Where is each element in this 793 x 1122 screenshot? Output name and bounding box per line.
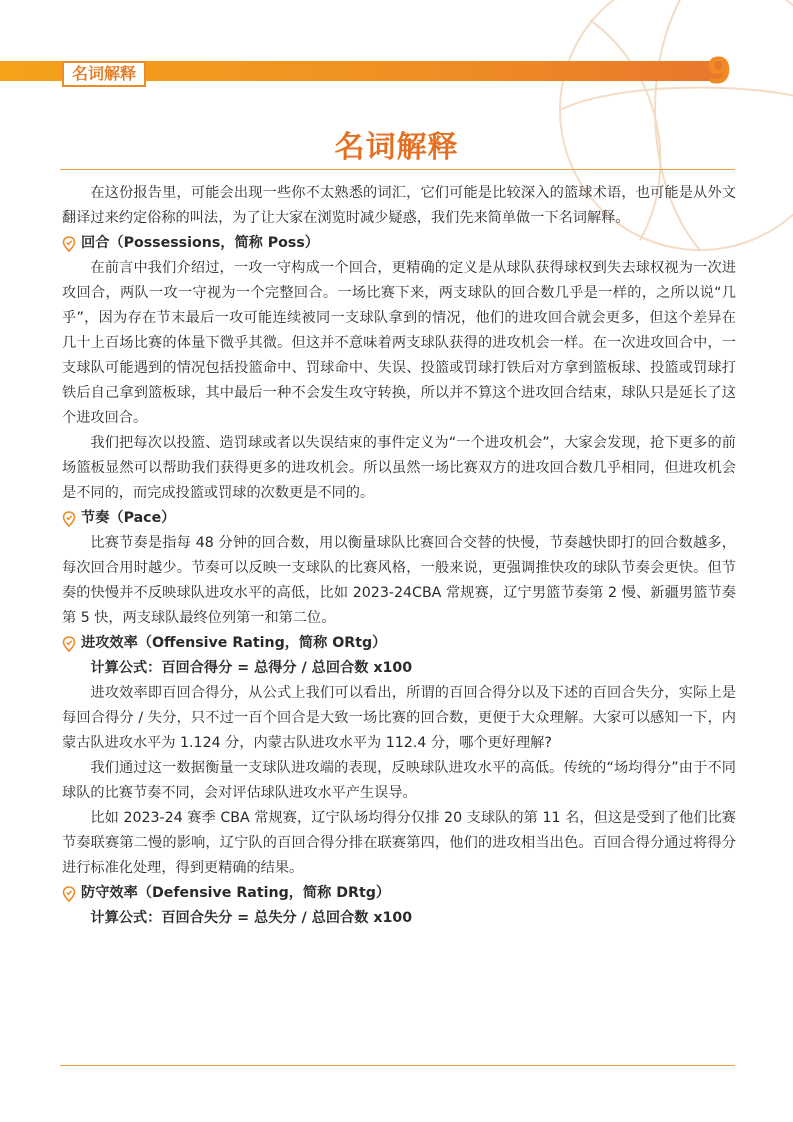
- location-pin-icon: [62, 636, 76, 652]
- section-paragraph: 我们通过这一数据衡量一支球队进攻端的表现，反映球队进攻水平的高低。传统的“场均得分”由于不同球队的比赛节奏不同，会对评估球队进攻水平产生误导。: [62, 760, 736, 801]
- section-paragraph: 进攻效率即百回合得分，从公式上我们可以看出，所谓的百回合得分以及下述的百回合失分，实际上是每回合得分 / 失分，只不过一百个回合是大致一场比赛的回合数，更便于大众理解。大家可以感知一下，内蒙古队进攻水平为 1.124 分，内蒙古队进攻水平为 112.4 分，哪个更好理解?: [62, 685, 736, 751]
- section-paragraph: 我们把每次以投篮、造罚球或者以失误结束的事件定义为“一个进攻机会”，大家会发现，抢下更多的前场篮板显然可以帮助我们获得更多的进攻机会。所以虽然一场比赛双方的进攻回合数几乎相同，但进攻机会是不同的，而完成投篮或罚球的次数更是不同的。: [62, 435, 736, 501]
- footer-divider: [60, 1065, 735, 1066]
- section-heading-text: 节奏（Pace）: [81, 510, 176, 526]
- intro-paragraph: 在这份报告里，可能会出现一些你不太熟悉的词汇，它们可能是比较深入的篮球术语，也可能是从外文翻译过来约定俗称的叫法，为了让大家在浏览时减少疑惑，我们先来简单做一下名词解释。: [62, 185, 736, 226]
- section-paragraph: 比如 2023-24 赛季 CBA 常规赛，辽宁队场均得分仅排 20 支球队的第 11 名，但这是受到了他们比赛节奏联赛第二慢的影响，辽宁队的百回合得分排在联赛第四，他们的进攻相当出色。百回合得分通过将得分进行标准化处理，得到更精确的结果。: [62, 810, 736, 876]
- section-heading-text: 防守效率（Defensive Rating，简称 DRtg）: [81, 885, 391, 901]
- section-heading-text: 进攻效率（Offensive Rating，简称 ORtg）: [81, 635, 387, 651]
- page-title: 名词解释: [334, 130, 459, 165]
- location-pin-icon: [62, 236, 76, 252]
- title-divider: [60, 169, 735, 170]
- section-heading: [62, 506, 736, 531]
- section-heading-text: 回合（Possessions，简称 Poss）: [81, 235, 319, 251]
- location-pin-icon: [62, 886, 76, 902]
- page-number: 9: [706, 51, 732, 92]
- section-paragraph: 比赛节奏是指每 48 分钟的回合数，用以衡量球队比赛回合交替的快慢，节奏越快即打的回合数越多，每次回合用时越少。节奏可以反映一支球队的比赛风格，一般来说，更强调推快攻的球队节奏会更快。但节奏的快慢并不反映球队进攻水平的高低，比如 2023-24CBA 常规赛，辽宁男篮节奏第 2 慢、新疆男篮节奏第 5 快，两支球队最终位列第一和第二位。: [62, 535, 736, 626]
- formula-text: 计算公式：百回合得分 = 总得分 / 总回合数 x100: [90, 660, 413, 676]
- section-heading: [62, 631, 736, 656]
- location-pin-icon: [62, 511, 76, 527]
- header-section-tag: 名词解释: [62, 61, 146, 87]
- formula-text: 计算公式：百回合失分 = 总失分 / 总回合数 x100: [90, 910, 413, 926]
- section-paragraph: 在前言中我们介绍过，一攻一守构成一个回合，更精确的定义是从球队获得球权到失去球权视为一次进攻回合，两队一攻一守视为一个完整回合。一场比赛下来，两支球队的回合数几乎是一样的，之所以说“几乎”，因为存在节末最后一攻可能连续被同一支球队拿到的情况，他们的进攻回合就会更多，但这个差异在几十上百场比赛的体量下微乎其微。但这并不意味着两支球队获得的进攻机会一样。在一次进攻回合中，一支球队可能遇到的情况包括投篮命中、罚球命中、失误、投篮或罚球打铁后对方拿到篮板球、投篮或罚球打铁后自己拿到篮板球，其中最后一种不会发生攻守转换，所以并不算这个进攻回合结束，球队只是延长了这个进攻回合。: [62, 260, 736, 426]
- section-heading: [62, 881, 736, 906]
- document-body: [62, 181, 736, 931]
- section-heading: [62, 231, 736, 256]
